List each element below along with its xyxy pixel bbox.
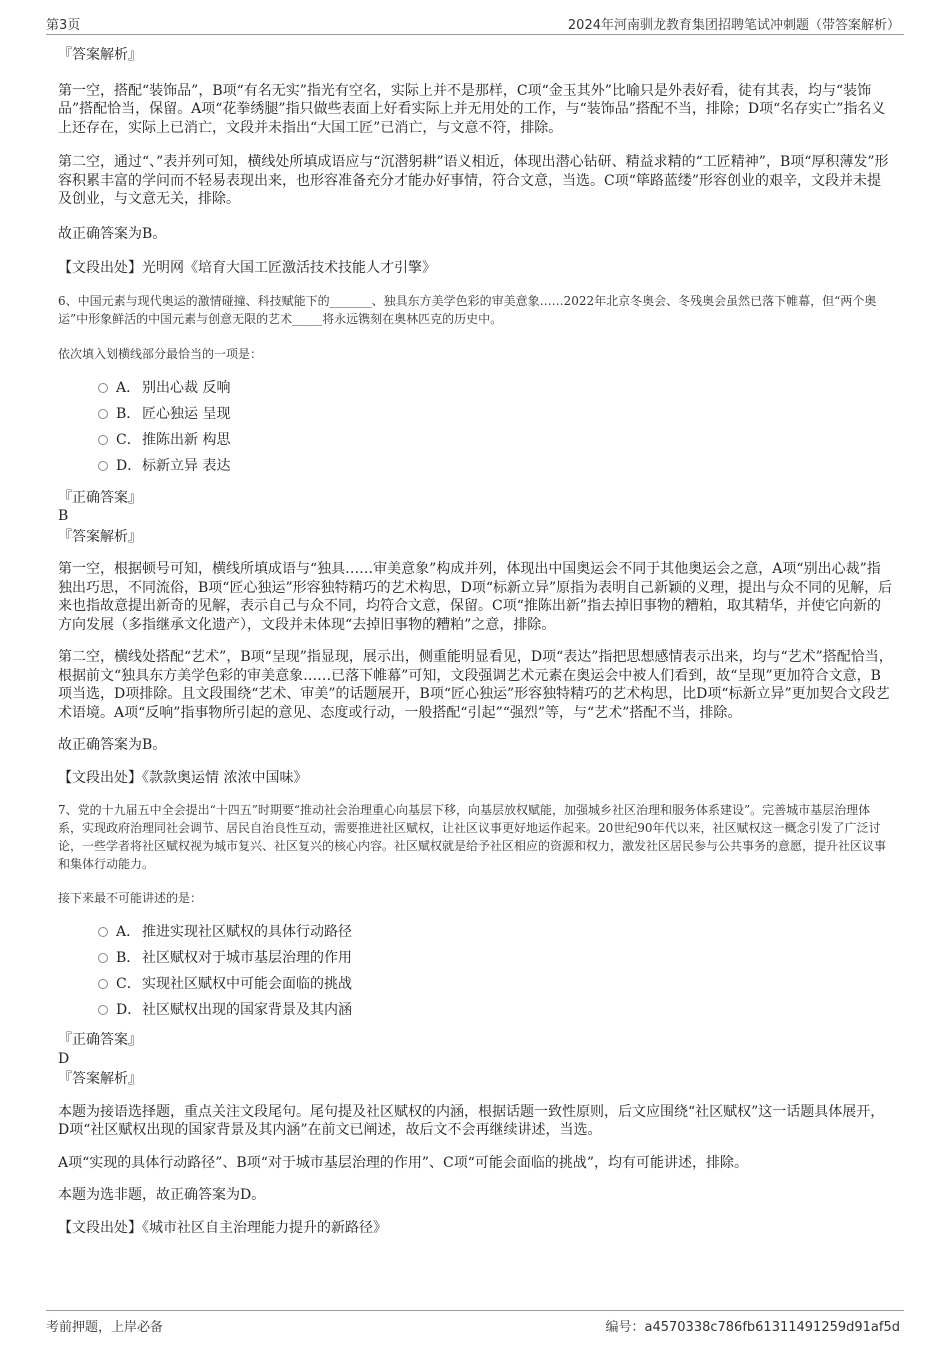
option-c[interactable]: C．实现社区赋权中可能会面临的挑战	[58, 971, 894, 997]
radio-icon[interactable]	[98, 435, 108, 445]
footer-slogan: 考前押题，上岸必备	[46, 1320, 164, 1335]
radio-icon[interactable]	[98, 953, 108, 963]
analysis-paragraph: 第一空，根据顿号可知，横线所填成语与“独具……审美意象”构成并列，体现出中国奥运会不同于其他奥运会之意，A项“别出心裁”指独出巧思，不同流俗，B项“匠心独运”形容独特精巧的艺术构思，D项“标新立异”原指为表明自己新颖的义理，提出与众不同的见解，后来也指故意提出新奇的见解，表示自己与众不同，均符合文意，保留。C项“推陈出新”指去掉旧事物的糟粕，取其精华，并使它向新的方向发展（多指继承文化遗产），文段并未体现“去掉旧事物的糟粕”之意，排除。	[58, 561, 893, 633]
option-b[interactable]: B． 社区赋权对于城市基层治理的作用	[58, 945, 894, 971]
radio-icon[interactable]	[98, 409, 108, 419]
question-prompt: 依次填入划横线部分最恰当的一项是：	[58, 346, 263, 361]
document-title: 2024年河南驯龙教育集团招聘笔试冲刺题（带答案解析）	[567, 18, 900, 33]
page-footer	[46, 1310, 904, 1335]
radio-icon[interactable]	[98, 927, 108, 937]
radio-icon[interactable]	[98, 1005, 108, 1015]
option-list	[58, 919, 894, 1023]
analysis-paragraph: 本题为接语选择题，重点关注文段尾句。尾句提及社区赋权的内涵，根据话题一致性原则，后文应围绕“社区赋权”这一话题具体展开，D项“社区赋权出现的国家背景及其内涵”在前文已阐述，故后文不会再继续讲述，当选。	[58, 1103, 885, 1138]
source-citation: 【文段出处】光明网《培育大国工匠激活技术技能人才引擎》	[58, 260, 436, 276]
source-citation: 【文段出处】《款款奥运情 浓浓中国味》	[58, 769, 308, 786]
analysis-paragraph: 第一空，搭配“装饰品”，B项“有名无实”指光有空名，实际上并不是那样，C项“金玉其外”比喻只是外表好看，徒有其表，均与“装饰品”搭配恰当，保留。A项“花拳绣腿”指只做些表面上好看实际上并无用处的工作，与“装饰品”搭配不当，排除；D项“名存实亡”指名义上还存在，实际上已消亡，文段并未指出“大国工匠”已消亡，与文意不符，排除。	[58, 82, 886, 136]
option-d[interactable]: D．标新立异 表达	[58, 453, 894, 479]
conclusion: 故正确答案为B。	[58, 225, 167, 242]
answer-label: 『正确答案』	[58, 1032, 142, 1048]
conclusion: 故正确答案为B。	[58, 737, 167, 753]
analysis-paragraph: A项“实现的具体行动路径”、B项“对于城市基层治理的作用”、C项“可能会面临的挑战”，均有可能讲述，排除。	[58, 1154, 749, 1171]
answer-value: D	[58, 1050, 70, 1067]
option-list	[58, 375, 894, 479]
option-b[interactable]: B． 匠心独运 呈现	[58, 401, 894, 427]
answer-label: 『正确答案』	[58, 489, 142, 506]
option-c[interactable]: C．推陈出新 构思	[58, 427, 894, 453]
option-a[interactable]: A． 别出心裁 反响	[58, 375, 894, 401]
question-prompt: 接下来最不可能讲述的是：	[58, 891, 203, 905]
page-header	[46, 12, 904, 35]
conclusion: 本题为选非题，故正确答案为D。	[58, 1187, 266, 1203]
analysis-label: 『答案解析』	[58, 1071, 142, 1087]
analysis-label: 『答案解析』	[58, 528, 142, 545]
document-code: 编号：a4570338c786fb61311491259d91af5d	[605, 1320, 900, 1335]
radio-icon[interactable]	[98, 383, 108, 393]
option-a[interactable]: A． 推进实现社区赋权的具体行动路径	[58, 919, 894, 945]
analysis-label: 『答案解析』	[58, 47, 142, 63]
radio-icon[interactable]	[98, 461, 108, 471]
option-d[interactable]: D．社区赋权出现的国家背景及其内涵	[58, 997, 894, 1023]
radio-icon[interactable]	[98, 979, 108, 989]
page-number: 第3页	[46, 18, 81, 33]
page-content	[58, 44, 894, 1237]
question-stem: 7、党的十九届五中全会提出“十四五”时期要“推动社会治理重心向基层下移，向基层放权赋能，加强城乡社区治理和服务体系建设”。完善城市基层治理体系，实现政府治理同社会调节、居民自治良性互动，需要推进社区赋权，让社区议事更好地运作起来。20世纪90年代以来，社区赋权这一概念引发了广泛讨论，一些学者将社区赋权视为城市复兴、社区复兴的核心内容。社区赋权就是给予社区相应的资源和权力，激发社区居民参与公共事务的意愿，提升社区议事和集体行动能力。	[58, 803, 887, 871]
question-stem: 6、中国元素与现代奥运的激情碰撞、科技赋能下的_______、独具东方美学色彩的审美意象……2022年北京冬奥会、冬残奥会虽然已落下帷幕，但“两个奥运”中形象鲜活的中国元素与创意无限的艺术_____将永远镌刻在奥林匹克的历史中。	[58, 293, 877, 326]
analysis-paragraph: 第二空，通过“、”表并列可知，横线处所填成语应与“沉潜躬耕”语义相近，体现出潜心钻研、精益求精的“工匠精神”，B项“厚积薄发”形容积累丰富的学问而不轻易表现出来，也形容准备充分才能办好事情，符合文意，当选。C项“筚路蓝缕”形容创业的艰辛，文段并未提及创业，与文意无关，排除。	[58, 154, 889, 207]
answer-value: B	[58, 508, 69, 524]
analysis-paragraph: 第二空，横线处搭配“艺术”，B项“呈现”指显现，展示出，侧重能明显看见，D项“表达”指把思想感情表示出来，均与“艺术”搭配恰当，根据前文“独具东方美学色彩的审美意象……已落下帷幕”可知，文段强调艺术元素在奥运会中被人们看到，故“呈现”更加符合文意，B项当选，D项排除。且文段围绕“艺术、审美”的话题展开，B项“匠心独运”形容独特精巧的艺术构思，比D项“标新立异”更加契合文段艺术语境。A项“反响”指事物所引起的意见、态度或行动，一般搭配“引起”“强烈”等，与“艺术”搭配不当，排除。	[58, 649, 893, 721]
source-citation: 【文段出处】《城市社区自主治理能力提升的新路径》	[58, 1219, 387, 1236]
